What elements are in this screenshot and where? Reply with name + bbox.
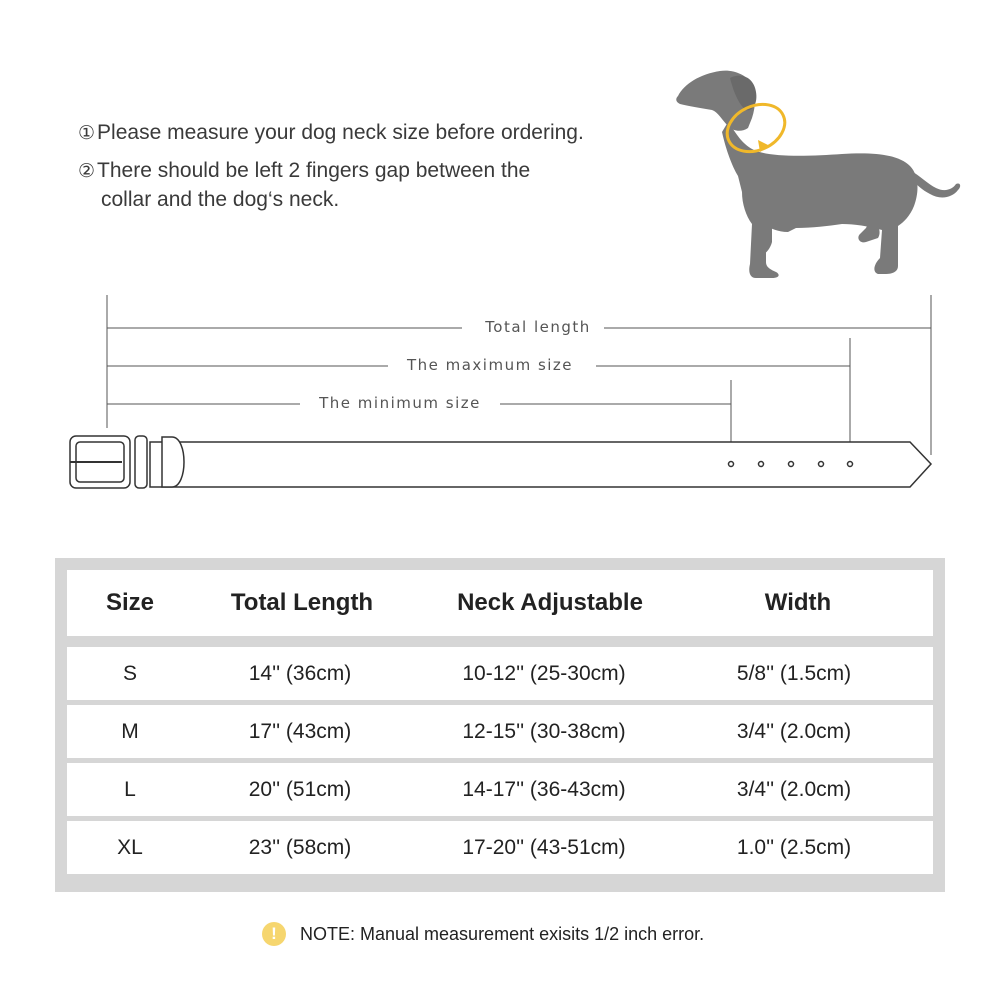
instruction-2-text-line2: collar and the dog‘s neck. (101, 188, 340, 211)
size-cell: L (124, 777, 136, 801)
header-size: Size (105, 589, 155, 616)
size-cell: S (122, 661, 138, 685)
collar-strap (150, 442, 931, 487)
collar-dimension-diagram (0, 280, 1000, 520)
instruction-1-text: Please measure your dog neck size before ordering. (97, 121, 584, 144)
minimum-size-label: The minimum size (319, 394, 481, 412)
total-length-cell: 14'' (36cm) (248, 661, 352, 685)
neck-adjustable-cell: 10-12'' (25-30cm) (462, 661, 626, 685)
collar-drawing (70, 436, 931, 488)
total-length-cell: 23'' (58cm) (248, 835, 352, 859)
neck-adjustable-cell: 12-15'' (30-38cm) (462, 719, 626, 743)
width-cell: 3/4'' (2.0cm) (736, 719, 852, 743)
header-total-length: Total Length (230, 589, 374, 616)
size-cell: XL (117, 835, 143, 859)
warning-icon: ! (262, 922, 286, 946)
dog-illustration (672, 66, 962, 280)
neck-adjustable-cell: 14-17'' (36-43cm) (462, 777, 626, 801)
total-length-cell: 17'' (43cm) (248, 719, 352, 743)
instruction-2-continued (101, 185, 339, 214)
d-ring (162, 437, 184, 487)
width-cell: 5/8'' (1.5cm) (736, 661, 852, 685)
header-neck-adjustable: Neck Adjustable (457, 589, 643, 616)
note-text: NOTE: Manual measurement exisits 1/2 inch error. (300, 923, 705, 944)
table-row (67, 705, 933, 758)
table-row (67, 647, 933, 700)
size-cell: M (121, 719, 139, 743)
instruction-2 (78, 156, 530, 186)
instruction-1 (78, 118, 584, 148)
width-cell: 1.0'' (2.5cm) (736, 835, 852, 859)
instruction-1-number: ① (78, 122, 96, 144)
arrow-icon (758, 140, 770, 152)
header-width: Width (764, 589, 832, 616)
measurement-note (262, 920, 704, 948)
table-row (67, 763, 933, 816)
table-row (67, 821, 933, 874)
dog-silhouette (676, 71, 960, 278)
size-table (55, 558, 945, 892)
total-length-label: Total length (485, 318, 591, 336)
width-cell: 3/4'' (2.0cm) (736, 777, 852, 801)
table-header-row (67, 570, 933, 636)
instruction-2-number: ② (78, 160, 96, 182)
instruction-2-text-line1: There should be left 2 fingers gap between the (97, 159, 531, 182)
keeper-loop (135, 436, 147, 488)
total-length-cell: 20'' (51cm) (248, 777, 352, 801)
maximum-size-label: The maximum size (406, 356, 574, 374)
neck-adjustable-cell: 17-20'' (43-51cm) (462, 835, 626, 859)
